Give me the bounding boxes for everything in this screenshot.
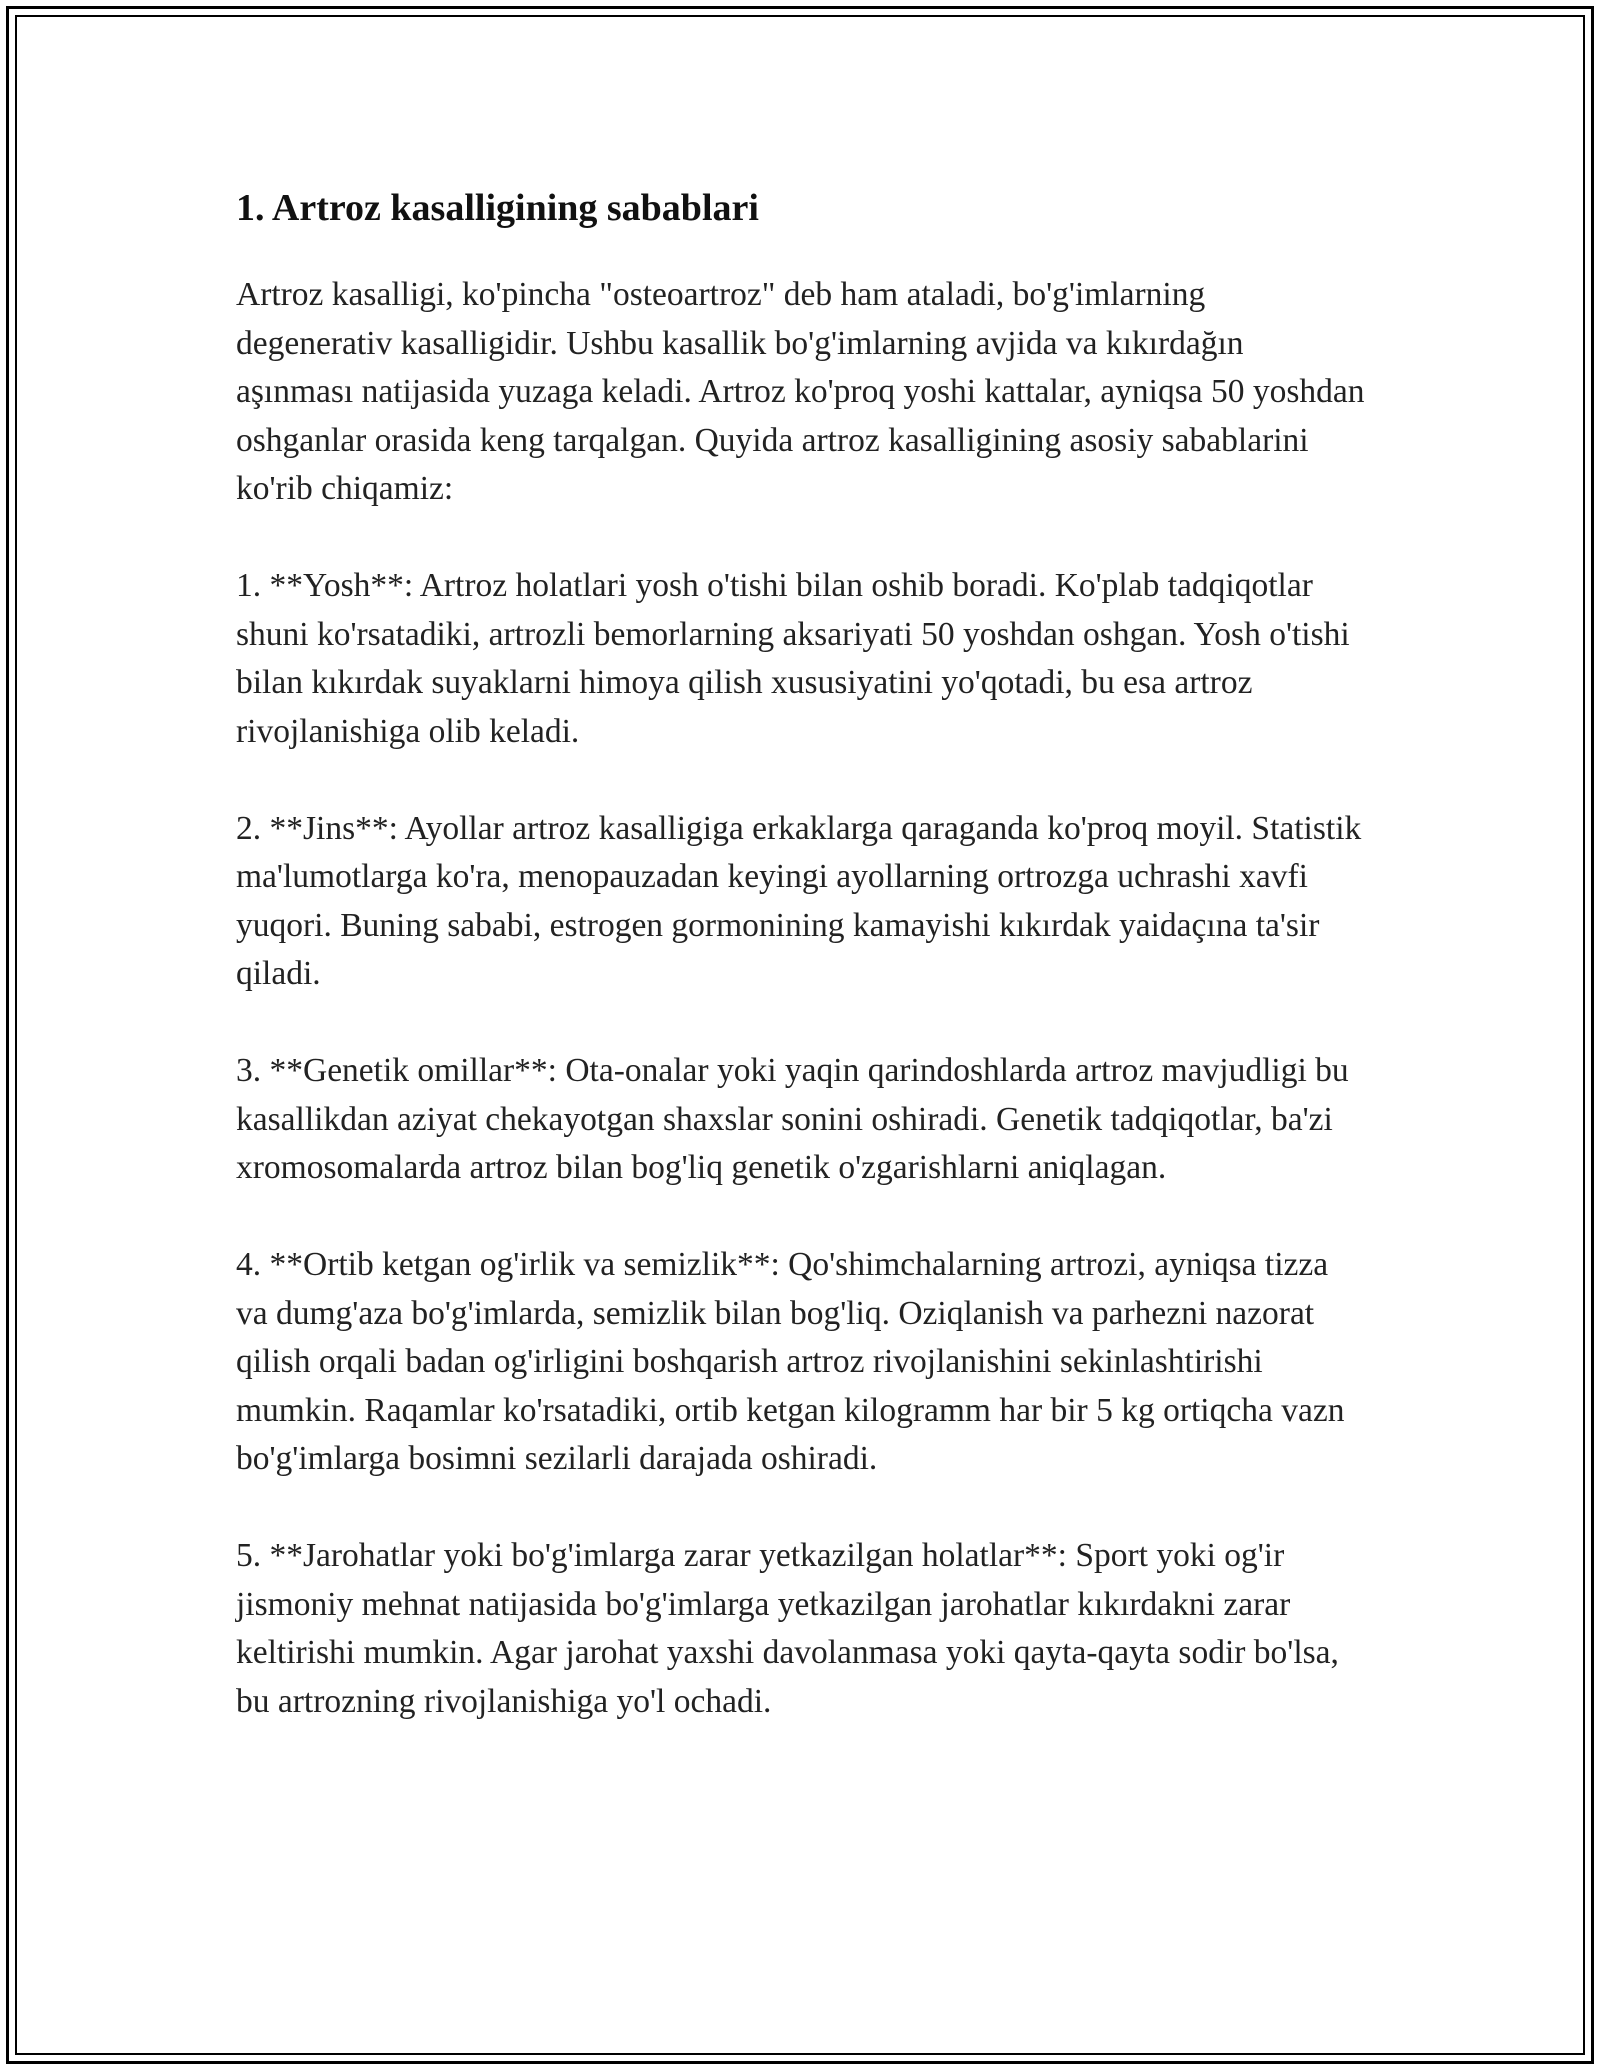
cause-injury-paragraph: 5. **Jarohatlar yoki bo'g'imlarga zarar yetkazilgan holatlar**: Sport yoki og'ir jismoniy mehnat natijasida bo'g'imlarga yetkazilgan jarohatlar kıkırdakni zarar keltirishi mumkin. Agar jarohat yaxshi davolanmasa yoki qayta-qayta sodir bo'lsa, bu artrozning rivojlanishiga yo'l ochadi. (236, 1537, 1339, 1720)
cause-gender-paragraph: 2. **Jins**: Ayollar artroz kasalligiga erkaklarga qaraganda ko'proq moyil. Statistik ma'lumotlarga ko'ra, menopauzadan keyingi ayollarning ortrozga uchrashi xavfi yuqori. Buning sababi, estrogen gormonining kamayishi kıkırdak yaidaçına ta'sir qiladi. (236, 809, 1362, 992)
document-title: 1. Artroz kasalligining sabablari (236, 187, 759, 229)
cause-weight-paragraph: 4. **Ortib ketgan og'irlik va semizlik**: Qo'shimchalarning artrozi, ayniqsa tizza va dumg'aza bo'g'imlarda, semizlik bilan bog'liq. Oziqlanish va parhezni nazorat qilish orqali badan og'irligini boshqarish artroz rivojlanishini sekinlashtirishi mumkin. Raqamlar ko'rsatadiki, ortib ketgan kilogramm har bir 5 kg ortiqcha vazn bo'g'imlarga bosimni sezilarli darajada oshiradi. (236, 1246, 1345, 1477)
cause-age-paragraph: 1. **Yosh**: Artroz holatlari yosh o'tishi bilan oshib boradi. Ko'plab tadqiqotlar shuni ko'rsatadiki, artrozli bemorlarning aksariyati 50 yoshdan oshgan. Yosh o'tishi bilan kıkırdak suyaklarni himoya qilish xususiyatini yo'qotadi, bu esa artroz rivojlanishiga olib keladi. (236, 567, 1350, 750)
intro-paragraph: Artroz kasalligi, ko'pincha "osteoartroz" deb ham ataladi, bo'g'imlarning degenerativ kasalligidir. Ushbu kasallik bo'g'imlarning avjida va kıkırdağın aşınması natijasida yuzaga keladi. Artroz ko'proq yoshi kattalar, ayniqsa 50 yoshdan oshganlar orasida keng tarqalgan. Quyida artroz kasalligining asosiy sabablarini ko'rib chiqamiz: (236, 276, 1365, 507)
document-body (236, 185, 1366, 1775)
cause-genetic-paragraph: 3. **Genetik omillar**: Ota-onalar yoki yaqin qarindoshlarda artroz mavjudligi bu kasallikdan aziyat chekayotgan shaxslar sonini oshiradi. Genetik tadqiqotlar, ba'zi xromosomalarda artroz bilan bog'liq genetik o'zgarishlarni aniqlagan. (236, 1052, 1349, 1186)
